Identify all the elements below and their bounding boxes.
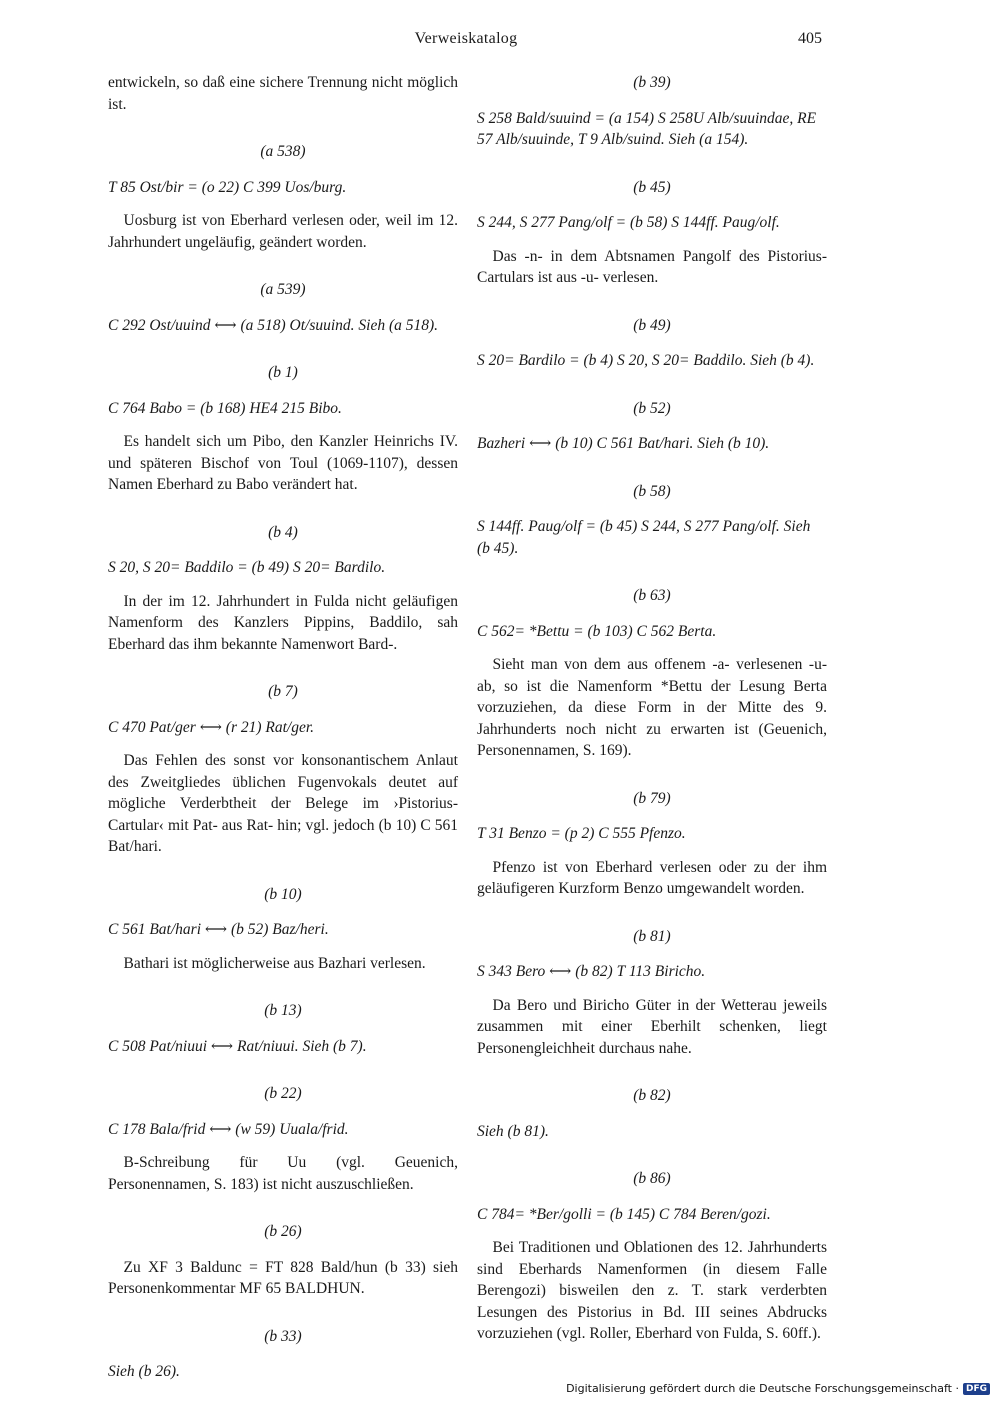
entry-heading: (b 10) <box>264 885 302 903</box>
entry-formula: C 292 Ost/uuind ⟷ (a 518) Ot/suuind. Sieh (a 518). <box>108 316 439 334</box>
entry-formula: C 470 Pat/ger ⟷ (r 21) Rat/ger. <box>108 718 315 736</box>
entry-note: Es handelt sich um Pibo, den Kanzler Heinrichs IV. und späteren Bischof von Toul (1069-1107), dessen Namen Eberhard zu Babo verändert hat. <box>108 433 458 493</box>
entry-formula: C 764 Babo = (b 168) HE4 215 Bibo. <box>108 399 342 417</box>
catalog-entry <box>108 1083 458 1195</box>
entry-heading: (a 538) <box>260 143 306 160</box>
entry-heading: (b 26) <box>264 1223 302 1240</box>
entry-formula: C 508 Pat/niuui ⟷ Rat/niuui. Sieh (b 7). <box>108 1037 367 1055</box>
page-number: 405 <box>798 30 822 47</box>
continuation-text: entwickeln, so daß eine sichere Trennung nicht möglich ist. <box>108 74 458 113</box>
entry-heading: (b 22) <box>264 1085 302 1102</box>
entry-heading: (b 33) <box>264 1327 302 1345</box>
entry-heading: (b 79) <box>633 789 671 807</box>
catalog-entry <box>108 681 458 858</box>
left-entries <box>108 141 458 1383</box>
entry-heading: (b 82) <box>633 1087 671 1104</box>
footer-credit-text: Digitalisierung gefördert durch die Deutsche Forschungsgemeinschaft · <box>566 1382 959 1395</box>
entry-heading: (b 45) <box>633 178 671 196</box>
entry-heading: (b 1) <box>268 364 298 381</box>
entry-note: In der im 12. Jahrhundert in Fulda nicht geläufigen Namenform des Kanzlers Pippins, Baddilo, sah Eberhard das ihm bekannte Namenwort Bard-. <box>108 592 458 653</box>
entry-formula: C 562= *Bettu = (b 103) C 562 Berta. <box>477 622 717 640</box>
entry-formula: S 258 Bald/suuind = (a 154) S 258U Alb/suuindae, RE 57 Alb/suuinde, T 9 Alb/suind. Sieh (a 154). <box>477 109 817 148</box>
entry-formula: Sieh (b 26). <box>108 1363 180 1380</box>
entry-heading: (b 63) <box>633 587 671 604</box>
entry-note: Das -n- in dem Abtsnamen Pangolf des Pistorius-Cartulars ist aus -u- verlesen. <box>477 247 827 286</box>
catalog-entry <box>108 1221 458 1300</box>
entry-note: Zu XF 3 Baldunc = FT 828 Bald/hun (b 33) sieh Personenkommentar MF 65 BALDHUN. <box>108 1258 458 1297</box>
catalog-entry <box>477 926 827 1060</box>
catalog-entry <box>477 398 827 455</box>
entry-formula: C 561 Bat/hari ⟷ (b 52) Baz/heri. <box>108 921 329 938</box>
footer-credit <box>566 1382 990 1395</box>
catalog-entry <box>477 177 827 289</box>
catalog-entry <box>477 585 827 762</box>
entry-formula: S 20, S 20= Baddilo = (b 49) S 20= Bardilo. <box>108 559 386 576</box>
entry-formula: Bazheri ⟷ (b 10) C 561 Bat/hari. Sieh (b 10). <box>477 435 770 452</box>
entry-heading: (b 49) <box>633 316 671 334</box>
page-header <box>110 30 822 60</box>
entry-formula: S 343 Bero ⟷ (b 82) T 113 Biricho. <box>477 963 706 980</box>
entry-formula: S 244, S 277 Pang/olf = (b 58) S 144ff. Paug/olf. <box>477 214 780 231</box>
entry-note: Sieht man von dem aus offenem -a- verlesenen -u- ab, so ist die Namenform *Bettu der Lesung Berta vorzuziehen, da diese Form in der Mitte des 9. Jahrhunderts noch nicht zu erwarten ist (Geuenich, Personennamen, S. 169). <box>477 656 827 759</box>
catalog-entry <box>108 1000 458 1057</box>
entry-heading: (b 81) <box>633 927 671 945</box>
entry-heading: (b 39) <box>633 74 671 91</box>
entry-formula: S 20= Bardilo = (b 4) S 20, S 20= Baddilo. Sieh (b 4). <box>477 352 815 369</box>
entry-formula: T 31 Benzo = (p 2) C 555 Pfenzo. <box>477 825 686 842</box>
catalog-entry <box>108 279 458 336</box>
entry-note: Das Fehlen des sonst vor konsonantischem Anlaut des Zweitgliedes üblichen Fugenvokals deutet auf mögliche Verderbtheit der Belege im ›Pistorius-Cartular‹ mit Pat- aus Rat- hin; vgl. jedoch (b 10) C 561 Bat/hari. <box>108 752 458 855</box>
entry-formula: S 144ff. Paug/olf = (b 45) S 244, S 277 Pang/olf. Sieh (b 45). <box>477 518 811 557</box>
catalog-entry <box>108 522 458 656</box>
entry-heading: (a 539) <box>260 281 306 298</box>
entry-heading: (b 86) <box>633 1170 671 1187</box>
right-entries <box>477 72 827 1345</box>
entry-formula: C 178 Bala/frid ⟷ (w 59) Uuala/frid. <box>108 1120 349 1138</box>
catalog-entry <box>477 315 827 372</box>
entry-note: B-Schreibung für Uu (vgl. Geuenich, Personennamen, S. 183) ist nicht auszuschließen. <box>108 1154 458 1193</box>
entry-note: Bei Traditionen und Oblationen des 12. Jahrhunderts sind Eberhards Namenformen (in diesem Falle Berengozi) bisweilen den z. T. stark verderbten Lesungen des Pistorius in Bd. III seines Abdrucks vorzuziehen (vgl. Roller, Eberhard von Fulda, S. 60ff.). <box>477 1239 827 1342</box>
entry-formula: Sieh (b 81). <box>477 1122 549 1140</box>
catalog-entry <box>108 1326 458 1383</box>
entry-heading: (b 13) <box>264 1002 302 1019</box>
running-title: Verweiskatalog <box>414 30 518 47</box>
catalog-entry <box>477 72 827 151</box>
entry-heading: (b 7) <box>268 683 298 700</box>
entry-heading: (b 58) <box>633 482 671 500</box>
catalog-entry <box>108 884 458 975</box>
catalog-entry <box>108 362 458 496</box>
catalog-entry <box>108 141 458 253</box>
entry-heading: (b 4) <box>268 523 298 541</box>
entry-formula: C 784= *Ber/golli = (b 145) C 784 Beren/gozi. <box>477 1205 771 1223</box>
entry-note: Da Bero und Biricho Güter in der Wetterau jeweils zusammen mit einer Eberhilt schenken, liegt Personengleichheit durchaus nahe. <box>477 996 827 1057</box>
catalog-entry <box>477 1168 827 1345</box>
dfg-logo: DFG <box>963 1383 990 1395</box>
catalog-entry <box>477 788 827 900</box>
entry-note: Uosburg ist von Eberhard verlesen oder, weil im 12. Jahrhundert ungeläufig, geändert worden. <box>108 212 458 251</box>
entry-formula: T 85 Ost/bir = (o 22) C 399 Uos/burg. <box>108 178 347 196</box>
right-column <box>477 72 827 1351</box>
catalog-entry <box>477 1085 827 1142</box>
catalog-entry <box>477 481 827 560</box>
entry-note: Bathari ist möglicherweise aus Bazhari verlesen. <box>123 954 426 972</box>
left-column <box>108 72 458 1395</box>
entry-note: Pfenzo ist von Eberhard verlesen oder zu der ihm geläufigeren Kurzform Benzo umgewandelt worden. <box>477 858 827 897</box>
entry-heading: (b 52) <box>633 399 671 417</box>
